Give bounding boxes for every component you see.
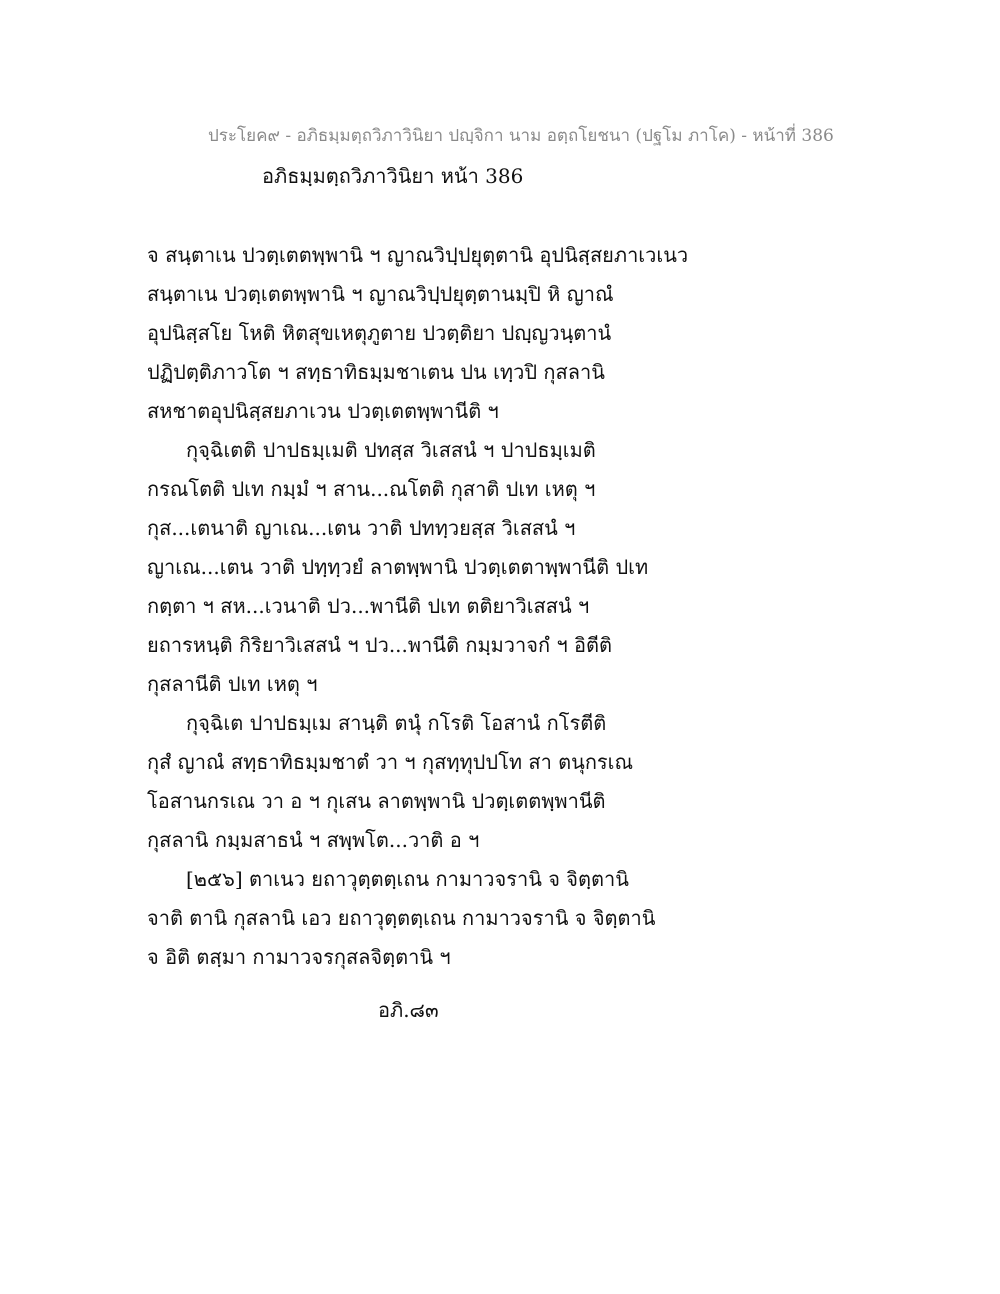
body-text xyxy=(147,236,867,977)
footer-mark: อภิ.๘๓ xyxy=(378,998,439,1022)
text-line: กุสลานิ กมฺมสาธนํ ฯ สพฺพโต...วาติ อ ฯ xyxy=(147,828,480,852)
text-line: สนฺตาเน ปวตฺเตตพฺพานิ ฯ ญาณวิปฺปยุตฺตานมฺปิ หิ ญาณํ xyxy=(147,282,614,306)
text-line: จาติ ตานิ กุสลานิ เอว ยถาวุตฺตตฺเถน กามาวจรานิ จ จิตฺตานิ xyxy=(147,906,656,930)
text-line: จ อิติ ตสฺมา กามาวจรกุสลจิตฺตานิ ฯ xyxy=(147,945,451,969)
text-line: จ สนฺตาเน ปวตฺเตตพฺพานิ ฯ ญาณวิปฺปยุตฺตานิ อุปนิสฺสยภาเวเนว xyxy=(147,243,689,267)
text-line: กรณโตติ ปเท กมฺมํ ฯ สาน...ณโตติ กุสาติ ปเท เหตุ ฯ xyxy=(147,477,596,501)
text-line: ปฏิปตฺติภาวโต ฯ สทฺธาทิธมฺมชาเตน ปน เทฺวปิ กุสลานิ xyxy=(147,360,605,384)
paragraph-start-line: [๒๕๖] ตาเนว ยถาวุตฺตตฺเถน กามาวจรานิ จ จิตฺตานิ xyxy=(186,867,629,891)
paragraph-start-line: กุจฺฉิเตติ ปาปธมฺเมติ ปทสฺส วิเสสนํ ฯ ปาปธมฺเมติ xyxy=(186,438,596,462)
text-line: กุสลานีติ ปเท เหตุ ฯ xyxy=(147,672,318,696)
text-line: อุปนิสฺสโย โหติ หิตสุขเหตุภูตาย ปวตฺติยา ปญฺญวนฺตานํ xyxy=(147,321,612,345)
text-line: กุสํ ญาณํ สทฺธาทิธมฺมชาตํ วา ฯ กุสทฺทุปปโท สา ตนุกรเณ xyxy=(147,750,634,774)
text-line: โอสานกรเณ วา อ ฯ กุเสน ลาตพฺพานิ ปวตฺเตตพฺพานีติ xyxy=(147,789,606,813)
paragraph-start-line: กุจฺฉิเต ปาปธมฺเม สานฺติ ตนุํ กโรติ โอสานํ กโรตีติ xyxy=(186,711,607,735)
text-line: สหชาตอุปนิสฺสยภาเวน ปวตฺเตตพฺพานีติ ฯ xyxy=(147,399,499,423)
text-line: ยถารหนฺติ กิริยาวิเสสนํ ฯ ปว...พานีติ กมฺมวาจกํ ฯ อิตีติ xyxy=(147,633,613,657)
running-header: ประโยค๙ - อภิธมฺมตฺถวิภาวินิยา ปญฺจิกา นาม อตฺถโยชนา (ปฐโม ภาโค) - หน้าที่ 386 xyxy=(208,126,834,146)
text-line: กุส...เตนาติ ญาเณ...เตน วาติ ปททฺวยสฺส วิเสสนํ ฯ xyxy=(147,516,576,540)
text-line: กตฺตา ฯ สห...เวนาติ ปว...พานีติ ปเท ตติยาวิเสสนํ ฯ xyxy=(147,594,590,618)
text-line: ญาเณ...เตน วาติ ปทฺทฺวยํ ลาตพฺพานิ ปวตฺเตตาพฺพานีติ ปเท xyxy=(147,555,649,579)
page-heading: อภิธมฺมตฺถวิภาวินิยา หน้า 386 xyxy=(262,164,524,188)
